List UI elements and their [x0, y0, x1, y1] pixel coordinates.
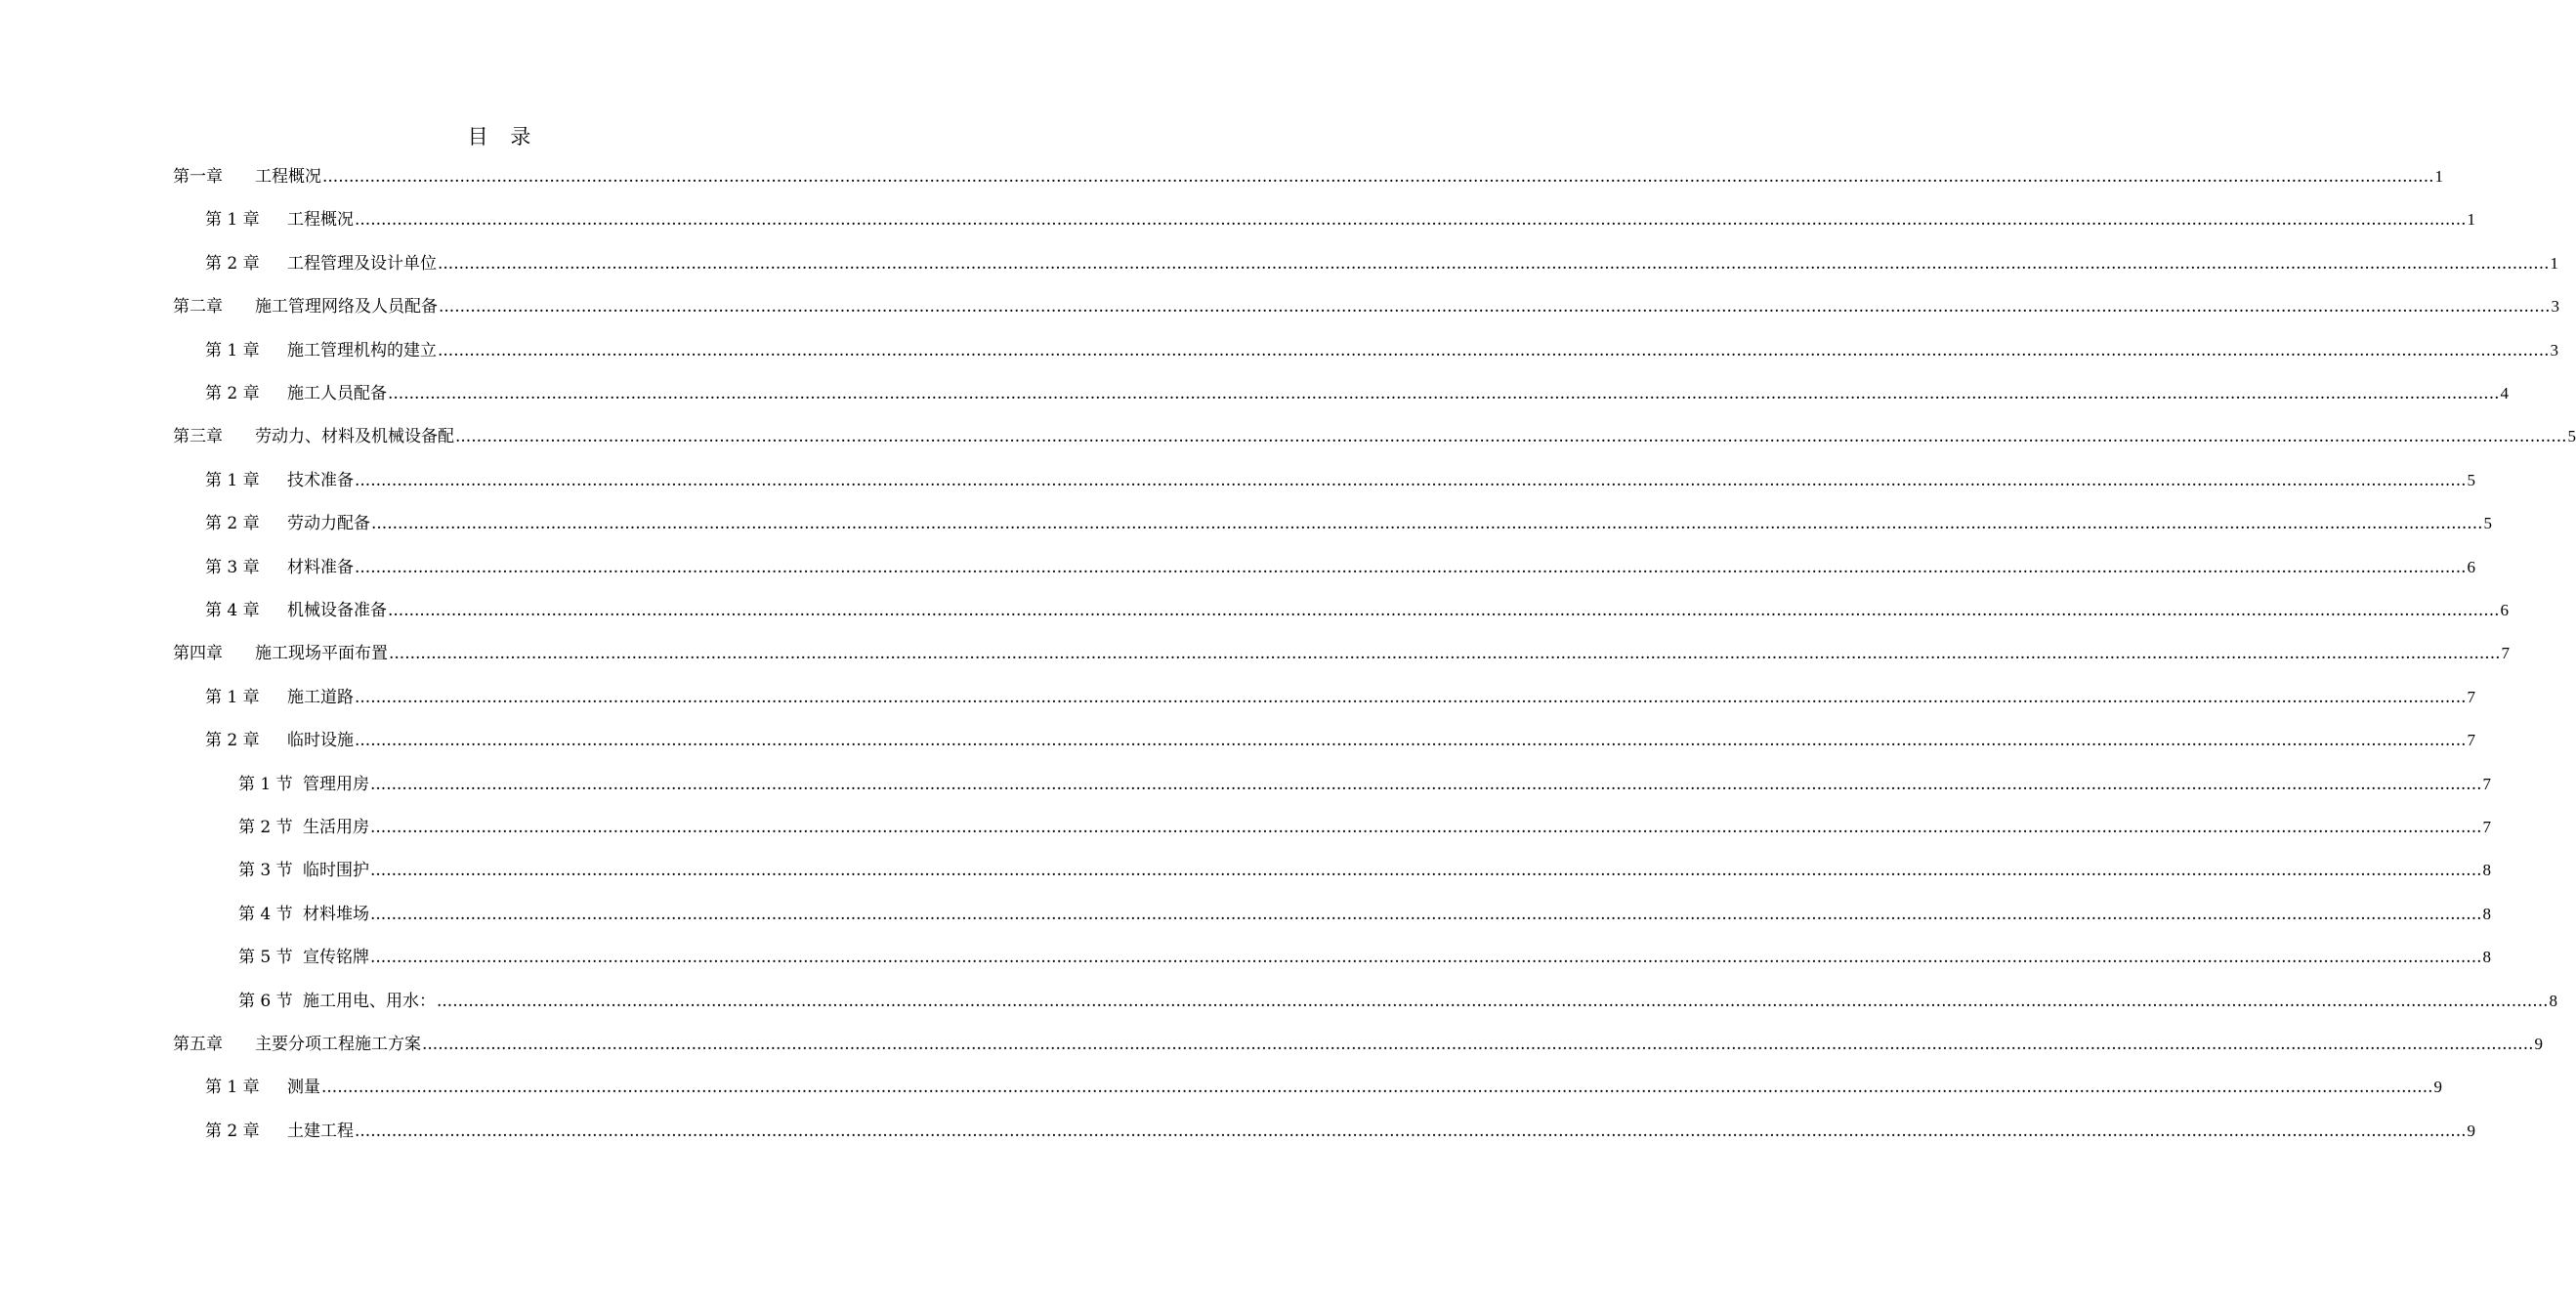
- toc-dot-leader: ................................................................................................................................................................................................................................................................................................................................................................................................................: [371, 514, 2483, 534]
- toc-entry-title: 测量: [287, 1078, 320, 1098]
- toc-entry-title: 劳动力配备: [287, 514, 370, 534]
- toc-entry[interactable]: [238, 856, 2492, 885]
- toc-entry-title: 工程管理及设计单位: [287, 253, 437, 274]
- toc-entry-page: 8: [2482, 948, 2492, 967]
- toc-entry[interactable]: [205, 336, 2559, 365]
- toc-entry-number: 第 4 节: [238, 904, 293, 924]
- toc-entry-title: 机械设备准备: [287, 601, 387, 620]
- toc-entry-number: 第 4 章: [205, 601, 260, 620]
- toc-entry-title: 施工道路: [287, 687, 354, 707]
- toc-dot-leader: ................................................................................................................................................................................................................................................................................................................................................................................................................: [455, 427, 2567, 447]
- toc-entry-number: 第 2 章: [205, 1121, 260, 1141]
- toc-entry-number: 第 6 节: [238, 991, 293, 1011]
- toc-entry[interactable]: [205, 466, 2476, 495]
- toc-entry[interactable]: [173, 1030, 2544, 1059]
- toc-dot-leader: ................................................................................................................................................................................................................................................................................................................................................................................................................: [370, 948, 2482, 968]
- toc-entry-number: 第 1 节: [238, 774, 293, 794]
- toc-entry-number: 第 1 章: [205, 1078, 260, 1098]
- toc-dot-leader: ................................................................................................................................................................................................................................................................................................................................................................................................................: [355, 557, 2467, 577]
- toc-entry[interactable]: [238, 770, 2492, 799]
- toc-dot-leader: ................................................................................................................................................................................................................................................................................................................................................................................................................: [355, 210, 2467, 231]
- toc-entry-title: 施工用电、用水：: [303, 991, 436, 1011]
- toc-entry[interactable]: [173, 292, 2560, 321]
- toc-entry-title: 施工管理机构的建立: [287, 340, 437, 360]
- toc-dot-leader: ................................................................................................................................................................................................................................................................................................................................................................................................................: [355, 1121, 2467, 1141]
- toc-entry-title: 宣传铭牌: [303, 948, 369, 968]
- toc-entry-page: 1: [2467, 210, 2476, 230]
- toc-entry-title: 材料准备: [287, 557, 354, 577]
- toc-entry-number: 第 2 章: [205, 384, 260, 403]
- toc-dot-leader: ................................................................................................................................................................................................................................................................................................................................................................................................................: [439, 297, 2551, 318]
- toc-entry[interactable]: [205, 509, 2493, 538]
- toc-entry-number: 第二章: [173, 297, 223, 318]
- toc-dot-leader: ................................................................................................................................................................................................................................................................................................................................................................................................................: [355, 470, 2467, 490]
- toc-dot-leader: ................................................................................................................................................................................................................................................................................................................................................................................................................: [370, 774, 2482, 794]
- toc-entry-page: 3: [2551, 297, 2560, 317]
- toc-entry[interactable]: [173, 162, 2444, 191]
- toc-dot-leader: ................................................................................................................................................................................................................................................................................................................................................................................................................: [438, 253, 2550, 274]
- toc-entry-title: 技术准备: [287, 470, 354, 490]
- toc-dot-leader: ................................................................................................................................................................................................................................................................................................................................................................................................................: [355, 687, 2467, 707]
- toc-entry-title: 施工人员配备: [287, 384, 387, 403]
- toc-entry-page: 9: [2534, 1035, 2544, 1053]
- toc-entry-number: 第 1 章: [205, 687, 260, 707]
- toc-entry-number: 第 2 章: [205, 731, 260, 751]
- toc-dot-leader: ................................................................................................................................................................................................................................................................................................................................................................................................................: [355, 731, 2467, 751]
- toc-entry-number: 第三章: [173, 427, 223, 447]
- toc-entry-page: 6: [2467, 557, 2476, 576]
- toc-entry[interactable]: [238, 987, 2558, 1016]
- toc-entry-number: 第五章: [173, 1035, 223, 1054]
- toc-dot-leader: ................................................................................................................................................................................................................................................................................................................................................................................................................: [388, 384, 2500, 403]
- toc-dot-leader: ................................................................................................................................................................................................................................................................................................................................................................................................................: [321, 1078, 2433, 1098]
- toc-entry[interactable]: [173, 422, 2576, 451]
- toc-entry-page: 8: [2549, 991, 2558, 1010]
- toc-dot-leader: ................................................................................................................................................................................................................................................................................................................................................................................................................: [370, 904, 2482, 924]
- toc-entry[interactable]: [205, 683, 2476, 712]
- toc-entry-page: 9: [2433, 1078, 2443, 1097]
- toc-entry-page: 7: [2501, 644, 2511, 663]
- toc-entry-page: 3: [2550, 340, 2559, 360]
- toc-entry[interactable]: [205, 1073, 2443, 1102]
- toc-entry-number: 第 3 节: [238, 861, 293, 881]
- toc-entry[interactable]: [238, 943, 2492, 972]
- toc-entry-page: 1: [2434, 167, 2444, 186]
- toc-entry[interactable]: [173, 639, 2511, 668]
- toc-entry-number: 第 3 章: [205, 557, 260, 577]
- toc-entry-number: 第 2 章: [205, 253, 260, 274]
- toc-entry[interactable]: [238, 900, 2492, 929]
- toc-entry-title: 材料堆场: [303, 904, 369, 924]
- toc-entry-title: 工程概况: [287, 210, 354, 231]
- toc-dot-leader: ................................................................................................................................................................................................................................................................................................................................................................................................................: [322, 167, 2434, 187]
- toc-entry-page: 5: [2483, 514, 2493, 533]
- toc-entry-number: 第 2 节: [238, 818, 293, 837]
- toc-entry-number: 第四章: [173, 644, 223, 664]
- toc-dot-leader: ................................................................................................................................................................................................................................................................................................................................................................................................................: [422, 1035, 2534, 1054]
- toc-entry-number: 第 5 节: [238, 948, 293, 968]
- toc-entry[interactable]: [205, 249, 2559, 278]
- toc-entry-page: 9: [2467, 1121, 2476, 1140]
- toc-entry-number: 第 1 章: [205, 470, 260, 490]
- toc-entry-title: 工程概况: [255, 167, 321, 187]
- toc-entry[interactable]: [205, 1117, 2476, 1146]
- toc-entry-title: 土建工程: [287, 1121, 354, 1141]
- toc-entry-number: 第一章: [173, 167, 223, 187]
- toc-entry-title: 劳动力、材料及机械设备配: [255, 427, 454, 447]
- toc-entry-title: 临时设施: [287, 731, 354, 751]
- toc-dot-leader: ................................................................................................................................................................................................................................................................................................................................................................................................................: [388, 601, 2500, 620]
- toc-dot-leader: ................................................................................................................................................................................................................................................................................................................................................................................................................: [370, 818, 2482, 837]
- toc-entry[interactable]: [205, 726, 2476, 755]
- toc-entry-number: 第 2 章: [205, 514, 260, 534]
- toc-entry-number: 第 1 章: [205, 340, 260, 360]
- toc-entry-title: 管理用房: [303, 774, 369, 794]
- toc-dot-leader: ................................................................................................................................................................................................................................................................................................................................................................................................................: [437, 991, 2549, 1011]
- toc-entry-page: 6: [2500, 601, 2510, 619]
- toc-entry-page: 7: [2467, 687, 2476, 706]
- toc-entry-page: 7: [2467, 731, 2476, 750]
- toc-dot-leader: ................................................................................................................................................................................................................................................................................................................................................................................................................: [438, 340, 2550, 360]
- toc-dot-leader: ................................................................................................................................................................................................................................................................................................................................................................................................................: [389, 644, 2501, 664]
- toc-entry-page: 4: [2500, 384, 2510, 402]
- toc-entry-title: 临时围护: [303, 861, 369, 881]
- toc-entry[interactable]: [205, 205, 2476, 234]
- toc-entry-page: 5: [2467, 470, 2476, 489]
- toc-entry[interactable]: [205, 596, 2510, 625]
- page-title: 目 录: [467, 125, 539, 148]
- toc-entry-page: 8: [2482, 861, 2492, 880]
- toc-entry-title: 主要分项工程施工方案: [255, 1035, 421, 1054]
- toc-entry-title: 施工现场平面布置: [255, 644, 388, 664]
- toc-entry-page: 7: [2482, 818, 2492, 836]
- toc-entry-page: 5: [2567, 427, 2576, 446]
- toc-entry[interactable]: [205, 553, 2476, 582]
- toc-entry-page: 8: [2482, 904, 2492, 923]
- toc-dot-leader: ................................................................................................................................................................................................................................................................................................................................................................................................................: [370, 861, 2482, 881]
- toc-entry-title: 施工管理网络及人员配备: [255, 297, 438, 318]
- toc-entry[interactable]: [238, 813, 2492, 842]
- toc-entry-page: 7: [2482, 774, 2492, 793]
- toc-entry-title: 生活用房: [303, 818, 369, 837]
- toc-entry-page: 1: [2550, 253, 2559, 273]
- toc-entry-number: 第 1 章: [205, 210, 260, 231]
- toc-entry[interactable]: [205, 379, 2510, 408]
